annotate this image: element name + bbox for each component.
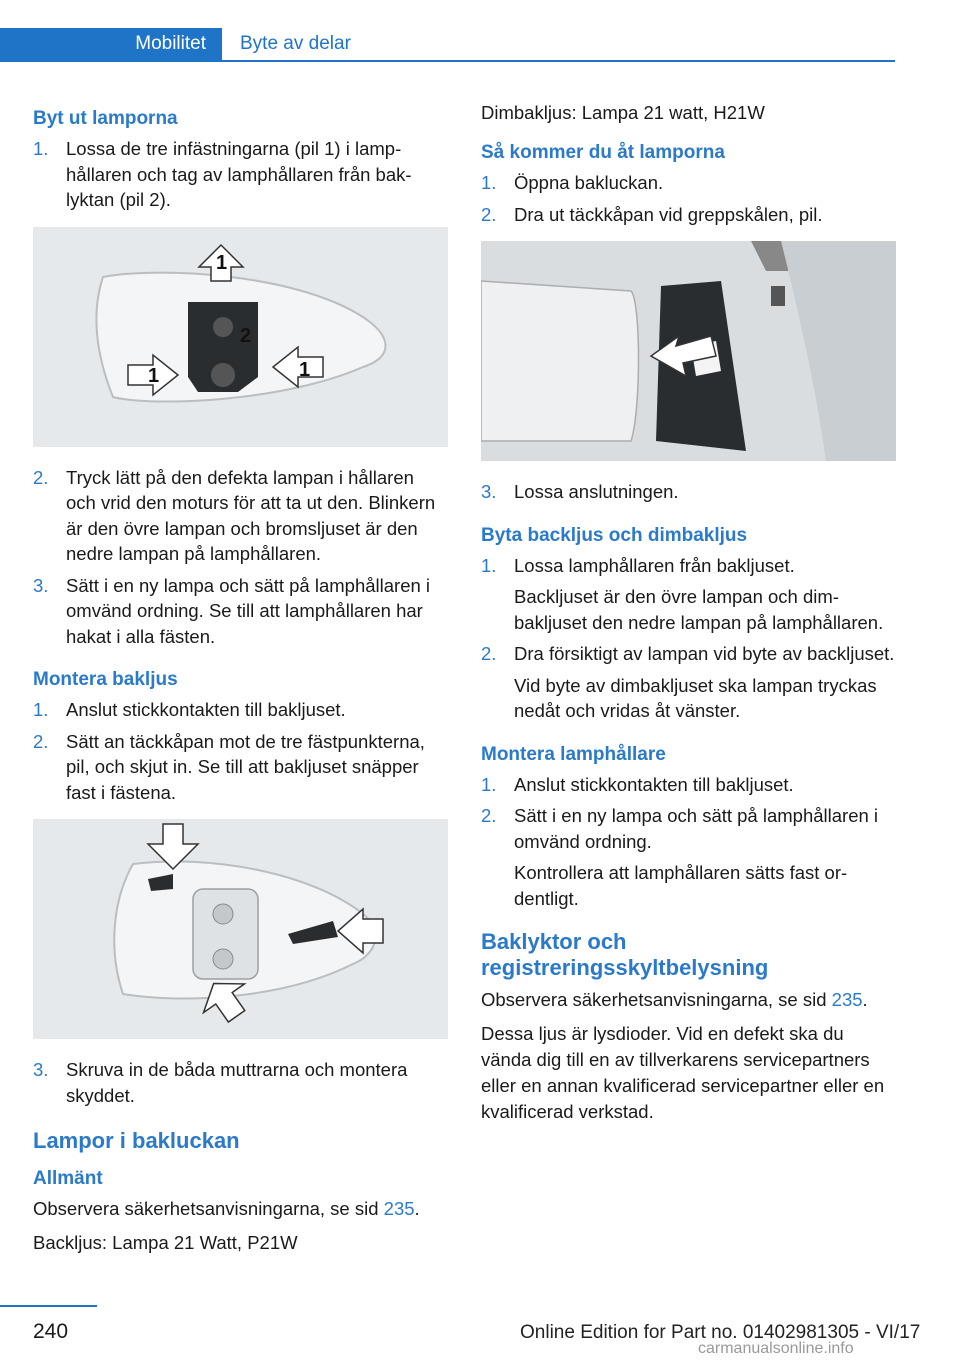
step: 2. Sätt an täckkåpan mot de tre fästpunkterna, pil, och skjut in. Se till att bakljuset snäpper fast i fästena. bbox=[33, 730, 425, 803]
step: 3. Sätt i en ny lampa och sätt på lamphållaren i omvänd ordning. Se till att lamphållaren har hakat i alla fästen. bbox=[33, 574, 431, 647]
reverse-light-spec: Backljus: Lampa 21 Watt, P21W bbox=[33, 1232, 298, 1253]
figure-label: 1 bbox=[299, 358, 311, 381]
safety-note: Observera säkerhetsanvisningarna, se sid 235. bbox=[481, 989, 868, 1010]
tab-byte-av-delar[interactable]: Byte av delar bbox=[240, 33, 351, 54]
section-title-montera-lamphallare: Montera lamphållare bbox=[481, 743, 666, 765]
step: 2. Dra försiktigt av lampan vid byte av backljuset. Vid byte av dimbakljuset ska lampan tryckas nedåt och vridas åt vänster. bbox=[481, 643, 895, 721]
tab-mobilitet[interactable]: Mobilitet bbox=[0, 28, 222, 60]
tailgate-cover-figure bbox=[481, 241, 896, 461]
heading-lampor-i-bakluckan: Lampor i bakluckan bbox=[33, 1128, 240, 1153]
step: 2. Tryck lätt på den defekta lampan i hållaren och vrid den moturs för att ta ut den. Blinkern är den övre lampan och bromsljuset är den nedre lampan på lamphållaren. bbox=[33, 466, 436, 564]
left-column bbox=[33, 100, 448, 1264]
watermark: carmanualsonline.info bbox=[698, 1340, 854, 1357]
footer-rule bbox=[0, 1305, 97, 1307]
header-tabbar bbox=[0, 28, 895, 62]
taillight-cover-figure bbox=[33, 819, 448, 1039]
step: 3. Skruva in de båda muttrarna och montera skyddet. bbox=[33, 1059, 408, 1106]
page-link-235[interactable]: 235 bbox=[383, 1198, 415, 1219]
section-title-sa-kommer-du: Så kommer du åt lamporna bbox=[481, 142, 725, 163]
step: 2. Sätt i en ny lampa och sätt på lamphållaren i omvänd ordning. Kontrollera att lamphållaren sätts fast ordentligt. bbox=[481, 805, 879, 909]
taillight-holder-figure bbox=[33, 227, 448, 447]
step: 1. Anslut stickkontakten till bakljuset. bbox=[481, 773, 794, 795]
led-note: Dessa ljus är lysdioder. Vid en defekt ska du vända dig till en av tillverkarens servicepartners eller en annan kvalificerad servicepartner eller en kvalificerad verkstad. bbox=[481, 1023, 885, 1122]
section-title-montera-bakljus: Montera bakljus bbox=[33, 669, 178, 690]
step: 1. Anslut stickkontakten till bakljuset. bbox=[33, 699, 346, 720]
page-link-235[interactable]: 235 bbox=[831, 989, 863, 1010]
step: 1. Lossa lamphållaren från bakljuset. Backljuset är den övre lampan och dimbakljuset den nedre lampan på lamphållaren. bbox=[481, 554, 884, 633]
section-title-byta-backljus: Byta backljus och dimbakljus bbox=[481, 524, 748, 546]
safety-note: Observera säkerhetsanvisningarna, se sid 235. bbox=[33, 1198, 420, 1219]
figure-label: 1 bbox=[148, 364, 160, 387]
heading-baklyktor: Baklyktor och registreringsskyltbelysning bbox=[481, 929, 769, 980]
fog-light-spec: Dimbakljus: Lampa 21 watt, H21W bbox=[481, 102, 765, 123]
edition-note: Online Edition for Part no. 01402981305 - VI/17 bbox=[520, 1322, 921, 1343]
step: 1. Öppna bakluckan. bbox=[481, 172, 664, 193]
header-rule bbox=[0, 60, 895, 62]
page-number: 240 bbox=[33, 1320, 69, 1343]
step: 3. Lossa anslutningen. bbox=[481, 481, 679, 502]
step: 1. Lossa de tre infästningarna (pil 1) i lamphållaren och tag av lamphållaren från baklyktan (pil 2). bbox=[33, 138, 412, 210]
figure-label: 2 bbox=[240, 324, 252, 347]
figure-label: 1 bbox=[216, 251, 228, 274]
section-title-byt-ut-lamporna: Byt ut lamporna bbox=[33, 108, 178, 129]
step: 2. Dra ut täckkåpan vid greppskålen, pil. bbox=[481, 203, 823, 225]
right-column bbox=[481, 100, 896, 1133]
section-title-allmant: Allmänt bbox=[33, 1168, 103, 1189]
